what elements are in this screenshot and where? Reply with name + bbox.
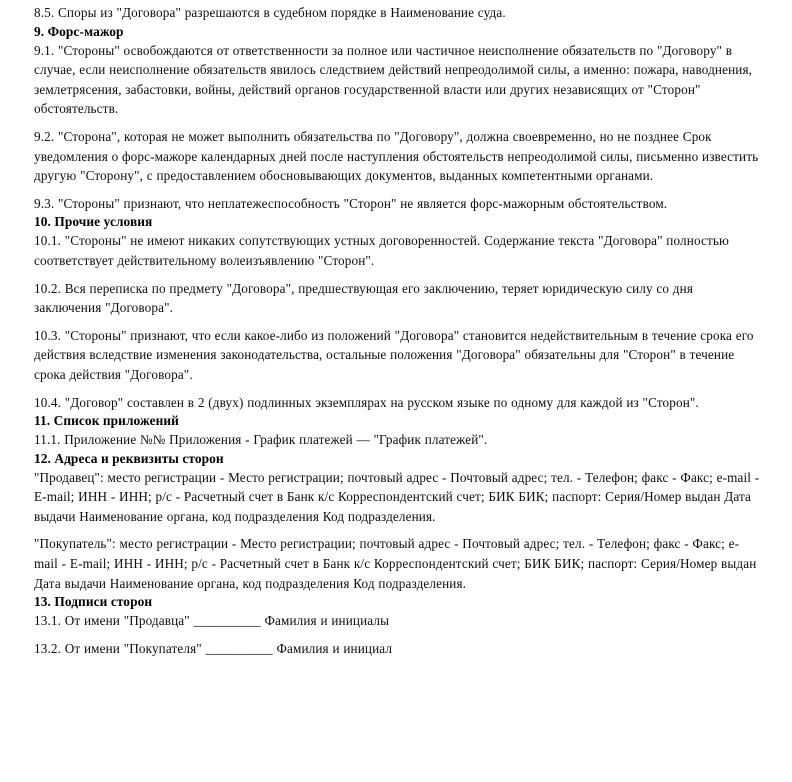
clause-10-3: 10.3. "Стороны" признают, что если какое-либо из положений "Договора" становится недействительным в течение срока его действия вследствие изменения законодательства, остальные положения "Договора" обязательны для "Сторон" в течение срока действия "Договора". — [34, 327, 754, 382]
clause-10-4: 10.4. "Договор" составлен в 2 (двух) подлинных экземплярах на русском языке по одному для каждой из "Сторон". — [34, 394, 699, 410]
signature-line-buyer: 13.2. От имени "Покупателя" __________ Фамилия и инициал — [34, 640, 393, 656]
clause-9-1: 9.1. "Стороны" освобождаются от ответственности за полное или частичное неисполнение обязательств по "Договору" в случае, если неисполнение обязательств явилось следствием действий непреодолимой силы, а именно: пожара, наводнения, землетрясения, забастовки, войны, действий органов государственной власти или других независящих от "Сторон" обстоятельств. — [34, 42, 753, 117]
clause-10-2: 10.2. Вся переписка по предмету "Договора", предшествующая его заключению, теряет юридическую силу со дня заключения "Договора". — [34, 280, 694, 316]
section-heading-11: 11. Список приложений — [34, 413, 179, 429]
clause-10-1: 10.1. "Стороны" не имеют никаких сопутствующих устных договоренностей. Содержание текста "Договора" полностью соответствует действительному волеизъявлению "Сторон". — [34, 233, 730, 268]
signature-line-seller: 13.1. От имени "Продавца" __________ Фамилия и инициалы — [34, 613, 390, 629]
clause-12-buyer-details: "Покупатель": место регистрации - Место регистрации; почтовый адрес - Почтовый адрес; тел. - Телефон; факс - Факс; e-mail - E-mail; ИНН - ИНН; р/с - Расчетный счет в Банк к/с Корреспондентский счет; БИК БИК; паспорт: Серия/Номер выдан Дата выдачи Наименование органа, код подразделения Код подразделения. — [34, 536, 757, 591]
section-heading-9: 9. Форс-мажор — [34, 23, 124, 39]
section-heading-10: 10. Прочие условия — [34, 214, 153, 230]
clause-9-2: 9.2. "Сторона", которая не может выполнить обязательства по "Договору", должна своевременно, но не позднее Срок уведомления о форс-мажоре календарных дней после наступления обстоятельств непреодолимой силы, письменно известить другую "Сторону", с предоставлением обосновывающих документов, выданных компетентными органами. — [34, 128, 759, 184]
clause-11-1: 11.1. Приложение №№ Приложения - График платежей — "График платежей". — [34, 432, 488, 448]
section-heading-12: 12. Адреса и реквизиты сторон — [34, 450, 224, 466]
clause-8-5: 8.5. Споры из "Договора" разрешаются в судебном порядке в Наименование суда. — [34, 5, 506, 20]
document-text-column — [34, 0, 760, 658]
clause-12-seller-details: "Продавец": место регистрации - Место регистрации; почтовый адрес - Почтовый адрес; тел. - Телефон; факс - Факс; e-mail - E-mail; ИНН - ИНН; р/с - Расчетный счет в Банк к/с Корреспондентский счет; БИК БИК; паспорт: Серия/Номер выдан Дата выдачи Наименование органа, код подразделения Код подразделения. — [34, 469, 760, 524]
clause-9-3: 9.3. "Стороны" признают, что неплатежеспособность "Сторон" не является форс-мажорным обстоятельством. — [34, 195, 668, 211]
section-heading-13: 13. Подписи сторон — [34, 594, 153, 610]
